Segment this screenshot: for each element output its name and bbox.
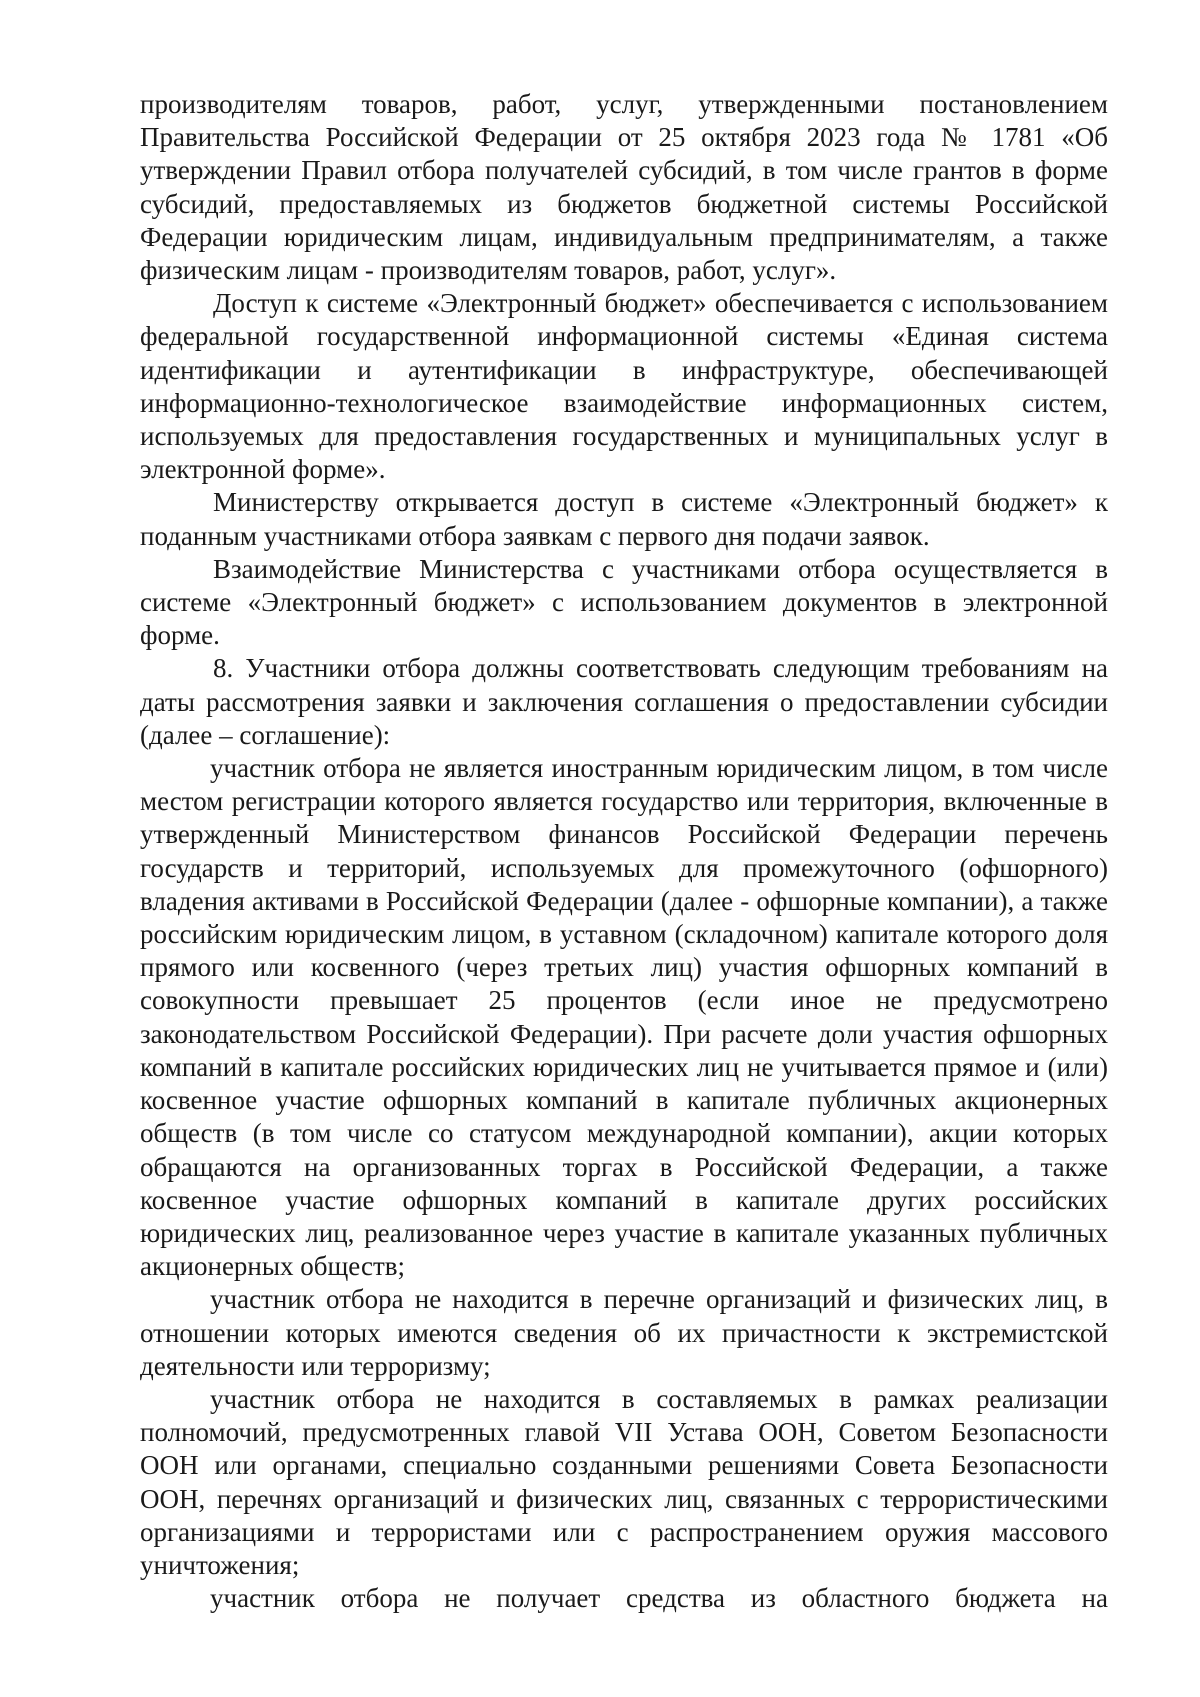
paragraph-item-8: 8. Участники отбора должны соответствовать следующим требованиям на даты рассмотрения заявки и заключения соглашения о предоставлении субсидии (далее – соглашение): (140, 653, 1108, 750)
paragraph-continuation: производителям товаров, работ, услуг, утвержденными постановлением Правительства Российской Федерации от 25 октября 2023 года № 1781 «Об утверждении Правил отбора получателей субсидий, в том числе грантов в форме субсидий, предоставляемых из бюджетов бюджетной системы Российской Федерации юридическим лицам, индивидуальным предпринимателям, а также физическим лицам - производителям товаров, работ, услуг». (140, 89, 1108, 286)
paragraph-requirement-budget: участник отбора не получает средства из областного бюджета на (210, 1583, 1108, 1614)
paragraph-access-system: Доступ к системе «Электронный бюджет» обеспечивается с использованием федеральной государственной информационной системы «Единая система идентификации и аутентификации в инфраструктуре, обеспечивающей информационно-технологическое взаимодействие информационных систем, используемых для предоставления государственных и муниципальных услуг в электронной форме». (140, 288, 1108, 485)
paragraph-interaction: Взаимодействие Министерства с участниками отбора осуществляется в системе «Электронный бюджет» с использованием документов в электронной форме. (140, 553, 1108, 651)
paragraph-requirement-offshore: участник отбора не является иностранным юридическим лицом, в том числе местом регистрации которого является государство или территория, включенные в утвержденный Министерством финансов Российской Федерации перечень государств и территорий, используемых для промежуточного (офшорного) владения активами в Российской Федерации (далее - офшорные компании), а также российским юридическим лицом, в уставном (складочном) капитале которого доля прямого или косвенного (через третьих лиц) участия офшорных компаний в совокупности превышает 25 процентов (если иное не предусмотрено законодательством Российской Федерации). При расчете доли участия офшорных компаний в капитале российских юридических лиц не учитывается прямое и (или) косвенное участие офшорных компаний в капитале публичных акционерных обществ (в том числе со статусом международной компании), акции которых обращаются на организованных торгах в Российской Федерации, а также косвенное участие офшорных компаний в капитале других российских юридических лиц, реализованное через участие в капитале указанных публичных акционерных обществ; (140, 753, 1108, 1282)
document-page (140, 88, 1108, 1615)
paragraph-ministry-access: Министерству открывается доступ в системе «Электронный бюджет» к поданным участниками отбора заявкам с первого дня подачи заявок. (140, 487, 1108, 551)
paragraph-requirement-un-lists: участник отбора не находится в составляемых в рамках реализации полномочий, предусмотренных главой VII Устава ООН, Советом Безопасности ООН или органами, специально созданными решениями Совета Безопасности ООН, перечнях организаций и физических лиц, связанных с террористическими организациями и террористами или с распространением оружия массового уничтожения; (140, 1383, 1108, 1580)
paragraph-requirement-extremism: участник отбора не находится в перечне организаций и физических лиц, в отношении которых имеются сведения об их причастности к экстремистской деятельности или терроризму; (140, 1284, 1108, 1381)
